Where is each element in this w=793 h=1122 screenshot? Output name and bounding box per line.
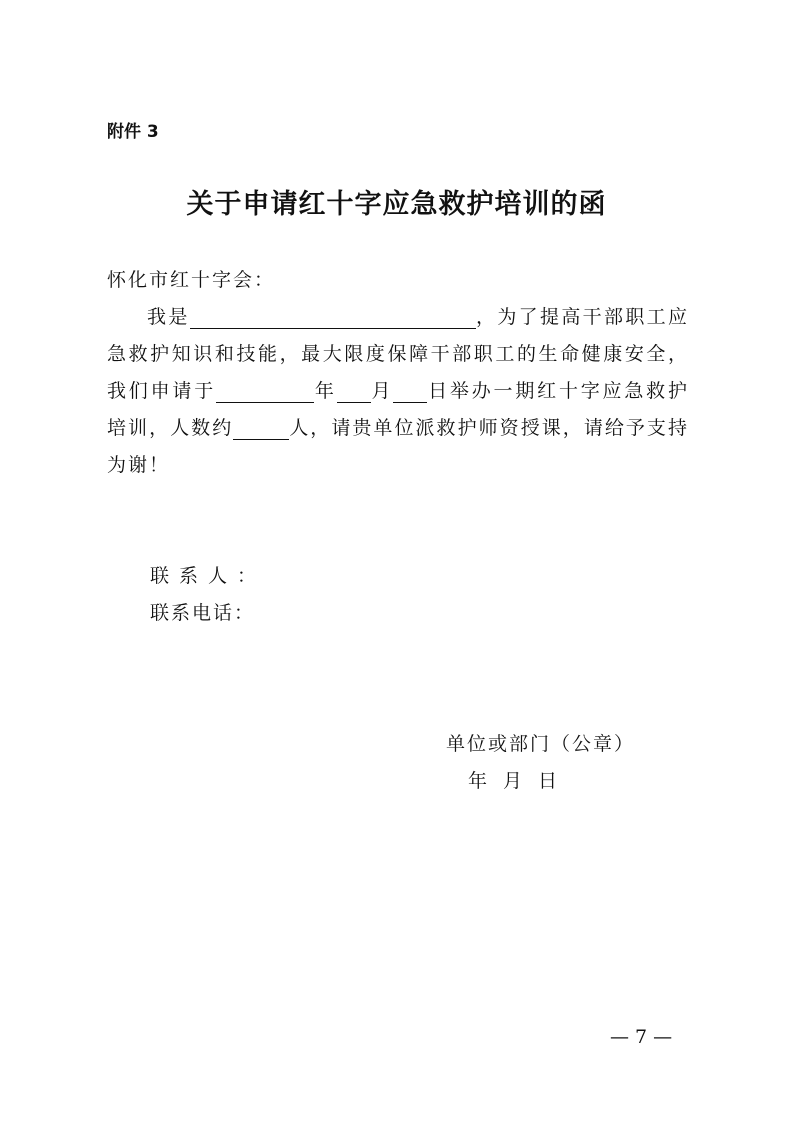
paragraph-text-4: 人，请贵单位派救护师资授课，请给予支持为谢！ <box>107 417 689 476</box>
request-paragraph <box>107 299 689 484</box>
attachment-label: 附件 3 <box>107 122 159 142</box>
people-count-blank[interactable] <box>233 417 289 440</box>
unit-name-blank[interactable] <box>190 306 476 329</box>
year-unit: 年 <box>314 380 337 402</box>
paragraph-text-3: 日举办一期红十字应急救护培训，人数约 <box>107 380 689 439</box>
signature-date <box>446 763 635 800</box>
salutation: 怀化市红十字会： <box>107 269 276 291</box>
document-title: 关于申请红十字应急救护培训的函 <box>186 189 607 220</box>
date-month-label: 月 <box>503 770 525 792</box>
month-blank[interactable] <box>337 380 371 403</box>
contact-phone-label: 联系电话： <box>150 602 256 624</box>
signature-section <box>446 726 635 800</box>
month-unit: 月 <box>370 380 394 402</box>
org-seal-label: 单位或部门（公章） <box>446 733 636 755</box>
paragraph-text-2: ，为了提高干部职工应急救护知识和技能，最大限度保障干部职工的生命健康安全，我们申请于 <box>107 306 689 402</box>
date-day-label: 日 <box>538 770 560 792</box>
day-blank[interactable] <box>393 380 427 403</box>
page-number: — 7 — <box>610 1026 673 1048</box>
year-blank[interactable] <box>216 380 314 403</box>
contact-person-label: 联系人： <box>150 565 267 587</box>
letter-body <box>107 262 689 484</box>
paragraph-text-1: 我是 <box>147 306 190 328</box>
date-year-label: 年 <box>468 770 490 792</box>
contact-section <box>150 558 266 632</box>
